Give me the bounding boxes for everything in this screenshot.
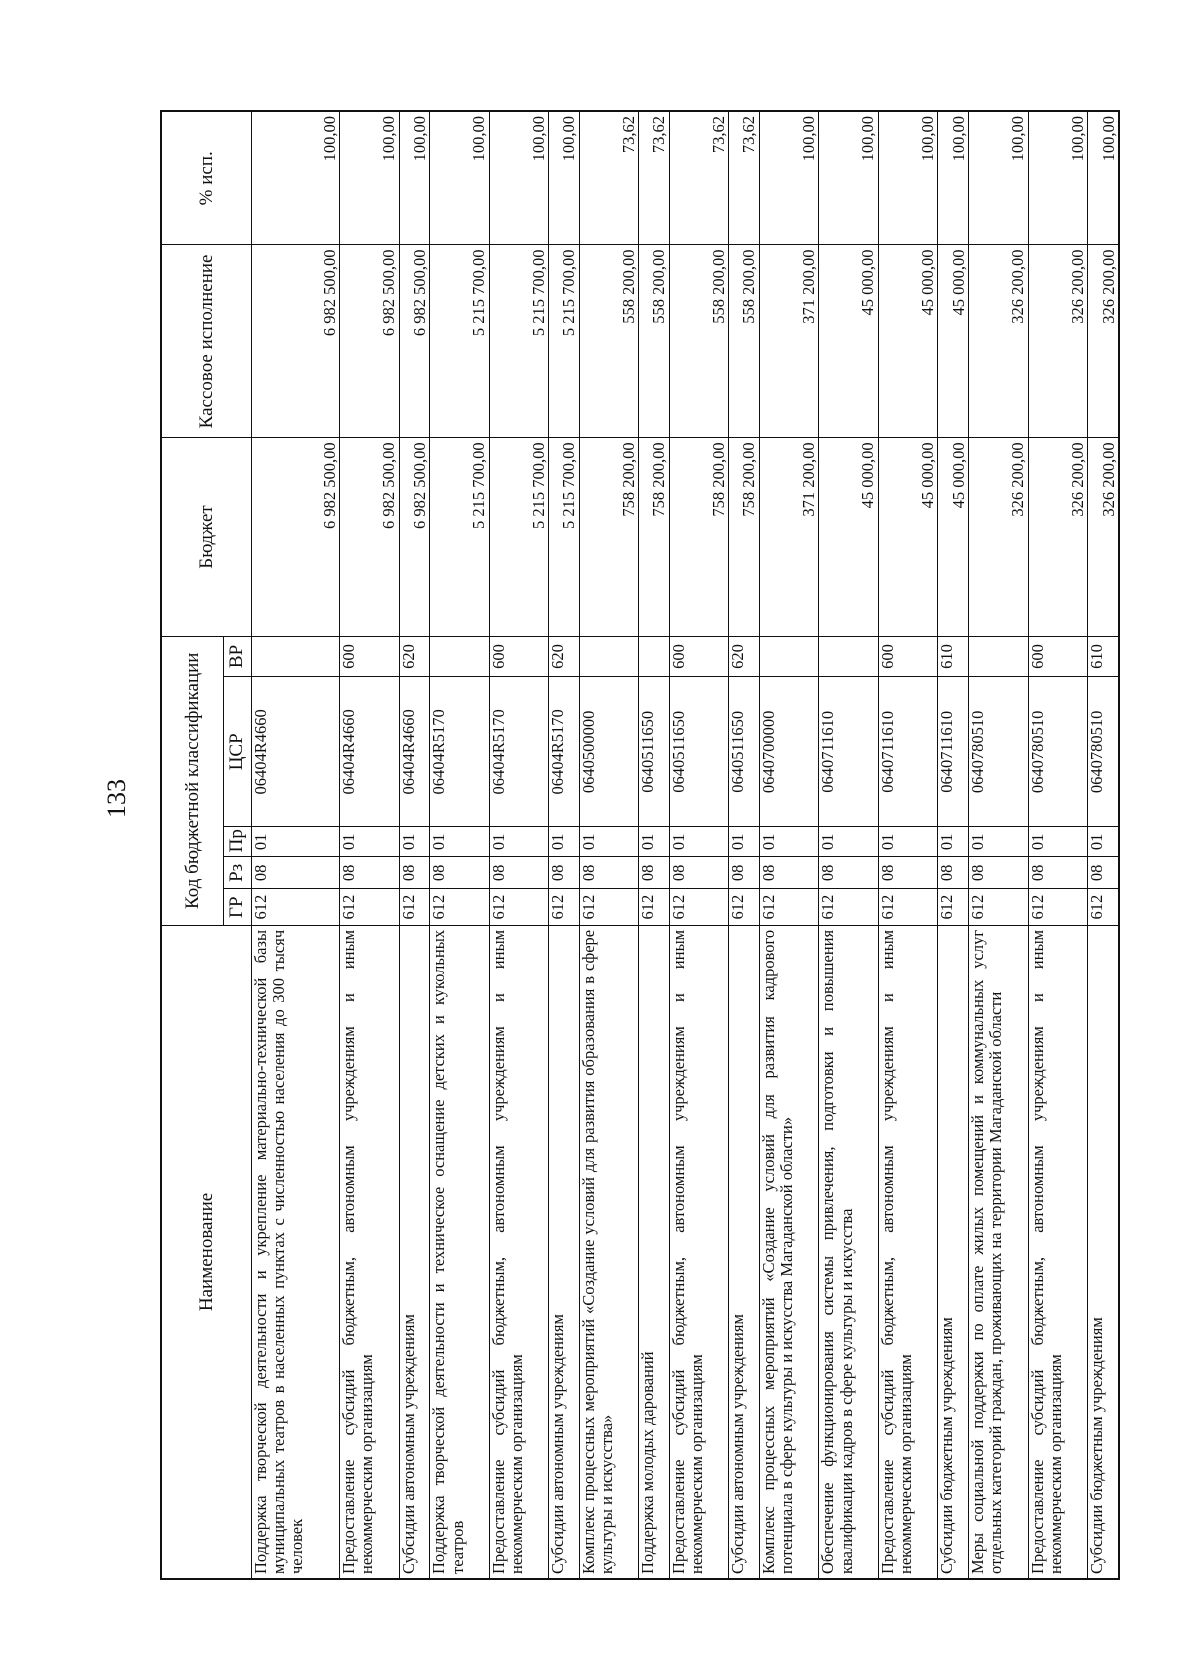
cell-rz: 08	[251, 857, 340, 889]
cell-csr: 0640711610	[819, 677, 879, 827]
cell-cash: 558 200,00	[729, 245, 760, 438]
cell-pr: 01	[938, 827, 969, 857]
cell-csr: 0640511650	[639, 677, 670, 827]
cell-pr: 01	[759, 827, 819, 857]
table-row	[639, 111, 670, 1579]
cell-vr: 600	[340, 636, 400, 677]
table-row	[669, 111, 729, 1579]
cell-cash: 6 982 500,00	[399, 245, 430, 438]
cell-cash: 558 200,00	[669, 245, 729, 438]
cell-percent: 73,62	[579, 111, 639, 245]
cell-name: Субсидии бюджетным учреждениям	[938, 925, 969, 1579]
cell-pr: 01	[969, 827, 1029, 857]
cell-percent: 73,62	[729, 111, 760, 245]
cell-percent: 100,00	[938, 111, 969, 245]
table-row	[399, 111, 430, 1579]
cell-name: Предоставление субсидий бюджетным, автономным учреждениям и иным некоммерческим организациям	[1028, 925, 1088, 1579]
cell-percent: 100,00	[1028, 111, 1088, 245]
cell-cash: 558 200,00	[579, 245, 639, 438]
cell-vr: 600	[1028, 636, 1088, 677]
cell-budget: 326 200,00	[969, 438, 1029, 636]
cell-pr: 01	[1028, 827, 1088, 857]
cell-pr: 01	[430, 827, 490, 857]
cell-name: Меры социальной поддержки по оплате жилых помещений и коммунальных услуг отдельных категорий граждан, проживающих на территории Магаданской области	[969, 925, 1029, 1579]
cell-gr: 612	[639, 889, 670, 925]
table-row	[579, 111, 639, 1579]
cell-vr	[579, 636, 639, 677]
header-pr: Пр	[223, 827, 251, 857]
cell-gr: 612	[430, 889, 490, 925]
cell-rz: 08	[549, 857, 580, 889]
cell-csr: 0640780510	[969, 677, 1029, 827]
cell-percent: 100,00	[430, 111, 490, 245]
table-row	[340, 111, 400, 1579]
cell-vr: 610	[1088, 636, 1119, 677]
cell-cash: 6 982 500,00	[251, 245, 340, 438]
cell-cash: 326 200,00	[1028, 245, 1088, 438]
cell-budget: 45 000,00	[819, 438, 879, 636]
cell-gr: 612	[579, 889, 639, 925]
header-cash: Кассовое исполнение	[161, 245, 251, 438]
cell-gr: 612	[969, 889, 1029, 925]
cell-name: Поддержка творческой деятельности и укрепление материально-технической базы муниципальных театров в населенных пунктах с численностью населения до 300 тысяч человек	[251, 925, 340, 1579]
table-row	[729, 111, 760, 1579]
cell-pr: 01	[1088, 827, 1119, 857]
cell-cash: 326 200,00	[1088, 245, 1119, 438]
cell-percent: 100,00	[399, 111, 430, 245]
cell-budget: 758 200,00	[669, 438, 729, 636]
cell-name: Предоставление субсидий бюджетным, автономным учреждениям и иным некоммерческим организациям	[340, 925, 400, 1579]
cell-gr: 612	[819, 889, 879, 925]
cell-budget: 5 215 700,00	[549, 438, 580, 636]
cell-rz: 08	[729, 857, 760, 889]
cell-vr: 600	[489, 636, 549, 677]
cell-rz: 08	[1028, 857, 1088, 889]
cell-csr: 0640711610	[878, 677, 938, 827]
cell-gr: 612	[878, 889, 938, 925]
cell-cash: 45 000,00	[819, 245, 879, 438]
cell-csr: 06404R4660	[399, 677, 430, 827]
cell-percent: 100,00	[489, 111, 549, 245]
cell-name: Предоставление субсидий бюджетным, автономным учреждениям и иным некоммерческим организациям	[489, 925, 549, 1579]
cell-vr	[430, 636, 490, 677]
budget-table	[160, 110, 1120, 1580]
cell-budget: 45 000,00	[878, 438, 938, 636]
table-row	[549, 111, 580, 1579]
cell-percent: 100,00	[1088, 111, 1119, 245]
cell-pr: 01	[669, 827, 729, 857]
cell-cash: 558 200,00	[639, 245, 670, 438]
cell-vr: 610	[938, 636, 969, 677]
budget-table-container	[160, 110, 1120, 1580]
header-code-group: Код бюджетной классификации	[161, 636, 223, 925]
cell-rz: 08	[819, 857, 879, 889]
table-row	[1088, 111, 1119, 1579]
cell-csr: 06404R5170	[549, 677, 580, 827]
cell-name: Комплекс процессных мероприятий «Создание условий для развития образования в сфере культуры и искусства»	[579, 925, 639, 1579]
cell-vr: 620	[729, 636, 760, 677]
cell-cash: 5 215 700,00	[489, 245, 549, 438]
cell-name: Субсидии бюджетным учреждениям	[1088, 925, 1119, 1579]
header-vr: ВР	[223, 636, 251, 677]
cell-budget: 758 200,00	[579, 438, 639, 636]
cell-name: Поддержка молодых дарований	[639, 925, 670, 1579]
table-row	[969, 111, 1029, 1579]
cell-vr	[251, 636, 340, 677]
header-csr: ЦСР	[223, 677, 251, 827]
cell-vr	[969, 636, 1029, 677]
cell-cash: 45 000,00	[878, 245, 938, 438]
cell-vr: 600	[878, 636, 938, 677]
cell-budget: 5 215 700,00	[489, 438, 549, 636]
cell-pr: 01	[729, 827, 760, 857]
cell-csr: 0640780510	[1088, 677, 1119, 827]
table-header	[161, 111, 251, 1579]
cell-budget: 5 215 700,00	[430, 438, 490, 636]
cell-percent: 73,62	[669, 111, 729, 245]
cell-csr: 0640511650	[729, 677, 760, 827]
table-row	[1028, 111, 1088, 1579]
cell-name: Предоставление субсидий бюджетным, автономным учреждениям и иным некоммерческим организациям	[669, 925, 729, 1579]
cell-name: Поддержка творческой деятельности и техническое оснащение детских и кукольных театров	[430, 925, 490, 1579]
cell-cash: 6 982 500,00	[340, 245, 400, 438]
cell-vr: 600	[669, 636, 729, 677]
cell-cash: 5 215 700,00	[430, 245, 490, 438]
cell-pr: 01	[819, 827, 879, 857]
cell-pr: 01	[489, 827, 549, 857]
cell-cash: 371 200,00	[759, 245, 819, 438]
table-row	[938, 111, 969, 1579]
header-budget: Бюджет	[161, 438, 251, 636]
cell-budget: 326 200,00	[1028, 438, 1088, 636]
cell-gr: 612	[489, 889, 549, 925]
cell-percent: 73,62	[639, 111, 670, 245]
cell-gr: 612	[340, 889, 400, 925]
cell-cash: 326 200,00	[969, 245, 1029, 438]
cell-csr: 0640711610	[938, 677, 969, 827]
cell-cash: 5 215 700,00	[549, 245, 580, 438]
cell-name: Предоставление субсидий бюджетным, автономным учреждениям и иным некоммерческим организациям	[878, 925, 938, 1579]
cell-vr	[639, 636, 670, 677]
cell-rz: 08	[340, 857, 400, 889]
cell-budget: 6 982 500,00	[399, 438, 430, 636]
cell-cash: 45 000,00	[938, 245, 969, 438]
table-body	[251, 111, 1119, 1579]
cell-rz: 08	[430, 857, 490, 889]
cell-gr: 612	[399, 889, 430, 925]
cell-csr: 06404R4660	[251, 677, 340, 827]
cell-csr: 06404R4660	[340, 677, 400, 827]
cell-budget: 371 200,00	[759, 438, 819, 636]
cell-csr: 06404R5170	[430, 677, 490, 827]
cell-rz: 08	[938, 857, 969, 889]
cell-pr: 01	[340, 827, 400, 857]
cell-rz: 08	[878, 857, 938, 889]
page-number: 133	[102, 779, 131, 818]
cell-pr: 01	[878, 827, 938, 857]
cell-name: Субсидии автономным учреждениям	[729, 925, 760, 1579]
cell-gr: 612	[549, 889, 580, 925]
header-percent: % исп.	[161, 111, 251, 245]
cell-csr: 0640500000	[579, 677, 639, 827]
cell-vr: 620	[549, 636, 580, 677]
table-row	[819, 111, 879, 1579]
cell-gr: 612	[669, 889, 729, 925]
cell-rz: 08	[669, 857, 729, 889]
table-row	[759, 111, 819, 1579]
header-rz: Рз	[223, 857, 251, 889]
cell-name: Субсидии автономным учреждениям	[399, 925, 430, 1579]
cell-rz: 08	[759, 857, 819, 889]
cell-gr: 612	[1088, 889, 1119, 925]
cell-percent: 100,00	[340, 111, 400, 245]
cell-csr: 06404R5170	[489, 677, 549, 827]
cell-percent: 100,00	[549, 111, 580, 245]
cell-percent: 100,00	[251, 111, 340, 245]
cell-csr: 0640700000	[759, 677, 819, 827]
cell-rz: 08	[399, 857, 430, 889]
cell-percent: 100,00	[878, 111, 938, 245]
cell-rz: 08	[639, 857, 670, 889]
cell-budget: 6 982 500,00	[251, 438, 340, 636]
cell-percent: 100,00	[969, 111, 1029, 245]
cell-gr: 612	[1028, 889, 1088, 925]
cell-vr: 620	[399, 636, 430, 677]
cell-pr: 01	[399, 827, 430, 857]
cell-gr: 612	[729, 889, 760, 925]
cell-budget: 758 200,00	[639, 438, 670, 636]
table-row	[489, 111, 549, 1579]
cell-budget: 326 200,00	[1088, 438, 1119, 636]
cell-name: Субсидии автономным учреждениям	[549, 925, 580, 1579]
cell-name: Комплекс процессных мероприятий «Создание условий для развития кадрового потенциала в сфере культуры и искусства Магаданской области»	[759, 925, 819, 1579]
cell-vr	[759, 636, 819, 677]
cell-rz: 08	[969, 857, 1029, 889]
cell-pr: 01	[251, 827, 340, 857]
cell-percent: 100,00	[819, 111, 879, 245]
cell-budget: 6 982 500,00	[340, 438, 400, 636]
cell-percent: 100,00	[759, 111, 819, 245]
cell-csr: 0640780510	[1028, 677, 1088, 827]
table-row	[251, 111, 340, 1579]
cell-csr: 0640511650	[669, 677, 729, 827]
cell-budget: 758 200,00	[729, 438, 760, 636]
cell-gr: 612	[251, 889, 340, 925]
cell-budget: 45 000,00	[938, 438, 969, 636]
header-gr: ГР	[223, 889, 251, 925]
cell-vr	[819, 636, 879, 677]
cell-pr: 01	[639, 827, 670, 857]
table-row	[878, 111, 938, 1579]
cell-pr: 01	[549, 827, 580, 857]
cell-name: Обеспечение функционирования системы привлечения, подготовки и повышения квалификации кадров в сфере культуры и искусства	[819, 925, 879, 1579]
cell-gr: 612	[938, 889, 969, 925]
table-row	[430, 111, 490, 1579]
cell-rz: 08	[489, 857, 549, 889]
cell-pr: 01	[579, 827, 639, 857]
header-name: Наименование	[161, 925, 251, 1579]
cell-rz: 08	[579, 857, 639, 889]
cell-gr: 612	[759, 889, 819, 925]
cell-rz: 08	[1088, 857, 1119, 889]
